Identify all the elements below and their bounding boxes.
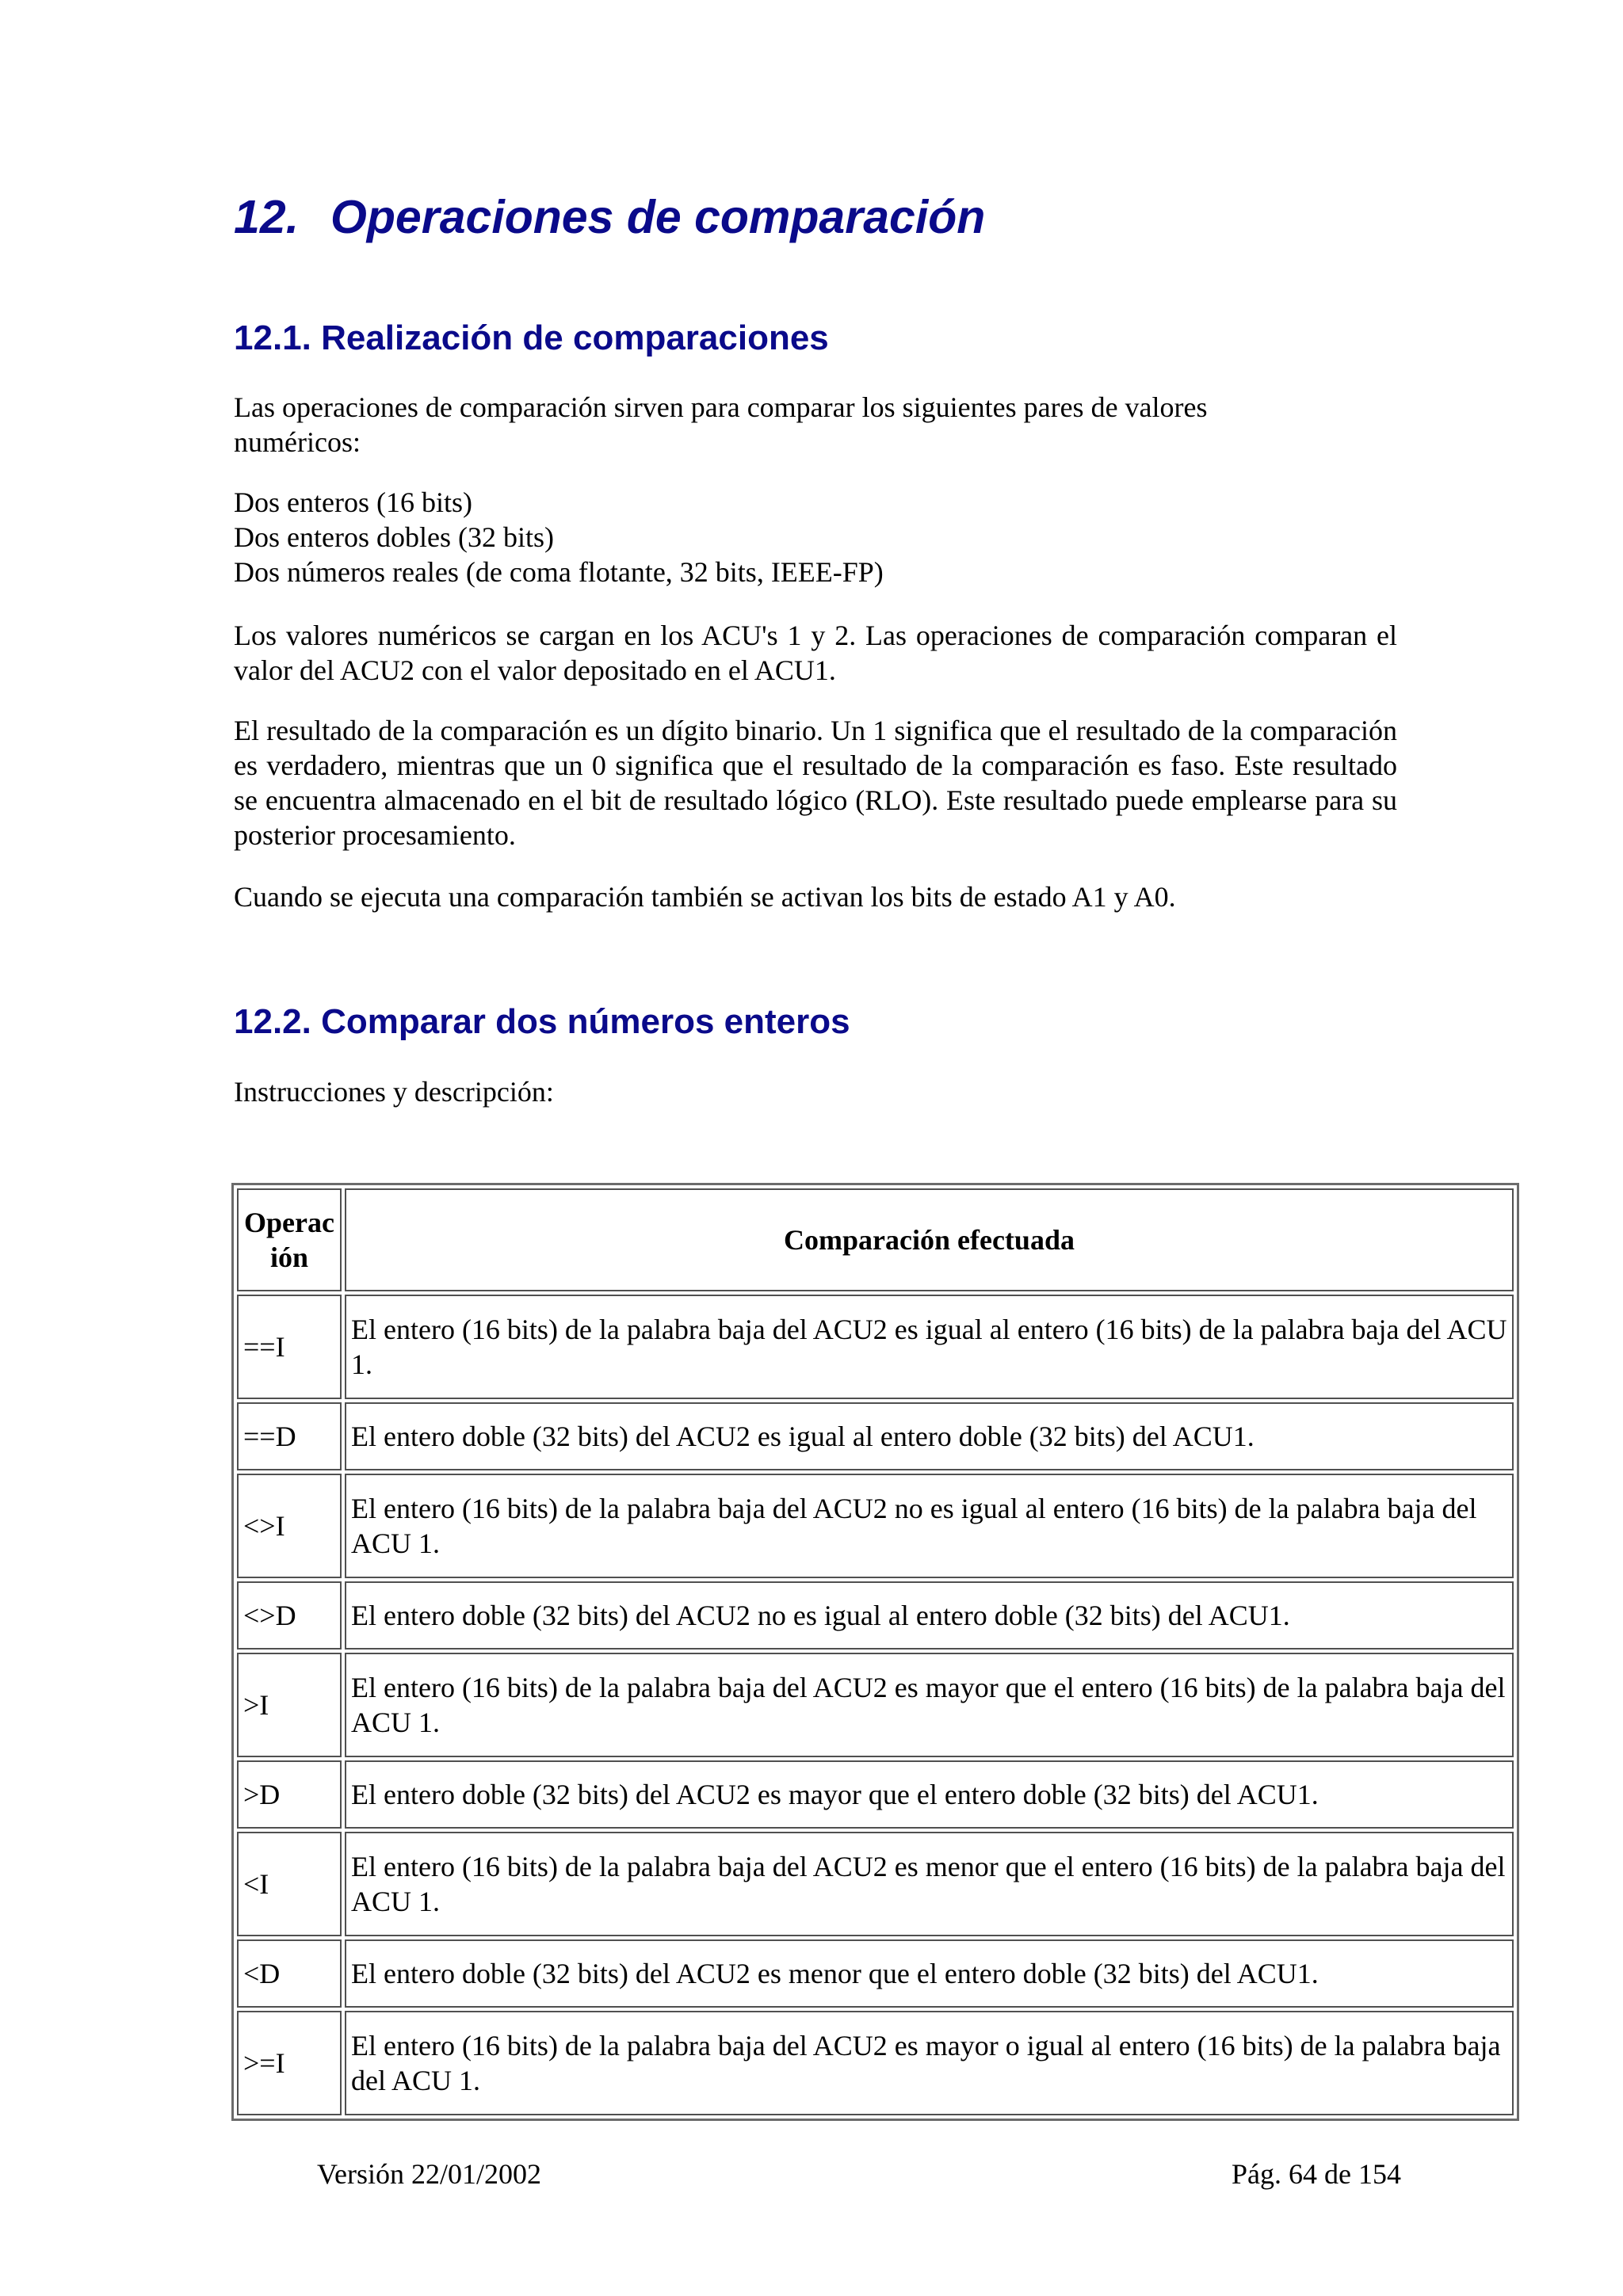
- operation-cell: ==D: [237, 1402, 342, 1470]
- operation-cell: <>I: [237, 1474, 342, 1578]
- table-row: [237, 1939, 1514, 2008]
- description-cell: El entero (16 bits) de la palabra baja del ACU2 es mayor que el entero (16 bits) de la palabra baja del ACU 1.: [345, 1653, 1514, 1757]
- result-paragraph: El resultado de la comparación es un dígito binario. Un 1 significa que el resultado de la comparación es verdadero, mientras que un 0 significa que el resultado de la comparación es faso. Este resultado se encuentra almacenado en el bit de resultado lógico (RLO). Este resultado puede emplearse para su posterior procesamiento.: [234, 715, 1397, 851]
- operation-cell: >=I: [237, 2011, 342, 2115]
- header-operation: Operac ión: [237, 1188, 342, 1291]
- pair-item: Dos enteros (16 bits): [234, 486, 472, 518]
- table-row: [237, 1653, 1514, 1757]
- description-cell: El entero doble (32 bits) del ACU2 no es igual al entero doble (32 bits) del ACU1.: [345, 1581, 1514, 1650]
- footer-page-number: Pág. 64 de 154: [1232, 2158, 1401, 2190]
- operation-cell: >D: [237, 1760, 342, 1829]
- description-cell: El entero (16 bits) de la palabra baja del ACU2 es mayor o igual al entero (16 bits) de la palabra baja del ACU 1.: [345, 2011, 1514, 2115]
- operation-cell: <>D: [237, 1581, 342, 1650]
- footer-version: Versión 22/01/2002: [317, 2158, 541, 2190]
- status-bits-paragraph: Cuando se ejecuta una comparación también se activan los bits de estado A1 y A0.: [234, 881, 1176, 913]
- number-pairs-list: [234, 485, 1399, 589]
- operation-cell: >I: [237, 1653, 342, 1757]
- description-cell: El entero doble (32 bits) del ACU2 es menor que el entero doble (32 bits) del ACU1.: [345, 1939, 1514, 2008]
- section1-intro: Las operaciones de comparación sirven para comparar los siguientes pares de valores numéricos:: [234, 391, 1208, 458]
- table-row: [237, 1832, 1514, 1936]
- pair-item: Dos enteros dobles (32 bits): [234, 521, 554, 553]
- pair-item: Dos números reales (de coma flotante, 32 bits, IEEE-FP): [234, 556, 884, 588]
- table-row: [237, 1474, 1514, 1578]
- description-cell: El entero doble (32 bits) del ACU2 es igual al entero doble (32 bits) del ACU1.: [345, 1402, 1514, 1470]
- operation-cell: <I: [237, 1832, 342, 1936]
- section-heading-1: 12.1. Realización de comparaciones: [234, 318, 829, 357]
- description-cell: El entero (16 bits) de la palabra baja del ACU2 es menor que el entero (16 bits) de la palabra baja del ACU 1.: [345, 1832, 1514, 1936]
- description-cell: El entero (16 bits) de la palabra baja del ACU2 no es igual al entero (16 bits) de la palabra baja del ACU 1.: [345, 1474, 1514, 1578]
- table-row: [237, 1581, 1514, 1650]
- table-row: [237, 1295, 1514, 1399]
- loading-paragraph: Los valores numéricos se cargan en los ACU's 1 y 2. Las operaciones de comparación comparan el valor del ACU2 con el valor depositado en el ACU1.: [234, 620, 1397, 686]
- section2-intro: Instrucciones y descripción:: [234, 1076, 554, 1108]
- description-cell: El entero (16 bits) de la palabra baja del ACU2 es igual al entero (16 bits) de la palabra baja del ACU 1.: [345, 1295, 1514, 1399]
- header-comparison: Comparación efectuada: [345, 1188, 1514, 1291]
- table-row: [237, 1760, 1514, 1829]
- description-cell: El entero doble (32 bits) del ACU2 es mayor que el entero doble (32 bits) del ACU1.: [345, 1760, 1514, 1829]
- operation-cell: <D: [237, 1939, 342, 2008]
- comparison-table: [231, 1183, 1519, 2121]
- operation-cell: ==I: [237, 1295, 342, 1399]
- chapter-title: Operaciones de comparación: [330, 191, 986, 243]
- chapter-heading: [234, 190, 985, 244]
- chapter-number: 12.: [234, 191, 300, 243]
- section-heading-2: 12.2. Comparar dos números enteros: [234, 1002, 850, 1041]
- table-row: [237, 1402, 1514, 1470]
- table-row: [237, 2011, 1514, 2115]
